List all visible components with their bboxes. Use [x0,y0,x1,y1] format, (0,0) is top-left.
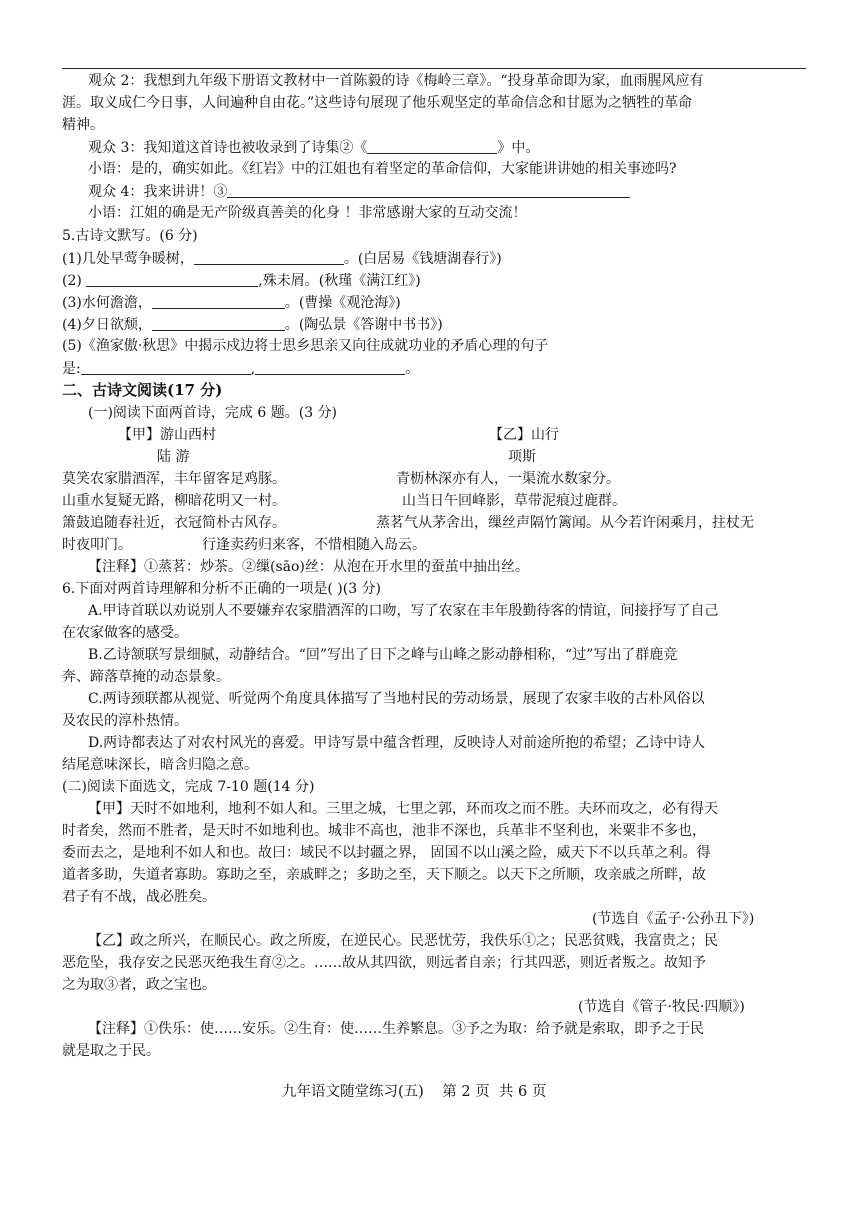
poem-a-line4: 时夜叩门。 [62,537,132,553]
text-jia-line1: 【甲】天时不如地利，地利不如人和。三里之城，七里之郭，环而攻之而不胜。夫环而攻之，必有得天 [88,801,718,817]
q5-item1-blank[interactable] [194,251,344,265]
q6-option-d-line2: 结尾意味深长，暗含归隐之意。 [62,757,258,773]
q5-item5-line2 [62,361,419,376]
q5-item5-blank2[interactable] [255,361,405,375]
q5-item2-source: ,殊未屑。(秋瑾《满江红》) [258,273,421,289]
text-jia-line4: 道者多助，失道者寡助。寡助之至，亲戚畔之；多助之至，天下顺之。以天下之所顺，攻亲戚之所畔，故 [62,867,706,883]
speech-audience3-end: 》中。 [497,140,540,156]
speech-xiaoyu-1: 小语：是的，确实如此。《红岩》中的江姐也有着坚定的革命信仰，大家能讲讲她的相关事迹吗? [88,161,677,177]
q5-item5-line1: (5)《渔家傲·秋思》中揭示戍边将士思乡思亲又向往成就功业的矛盾心理的句子 [62,338,549,354]
q6-option-a-line2: 在农家做客的感受。 [62,625,188,641]
poem-b-line4: 行逢卖药归来客，不惜相随入岛云。 [202,537,426,553]
q6-option-b-line2: 奔、蹄落草掩的动态景象。 [62,669,230,685]
q5-item5-label: 是: [62,361,81,377]
poem-a-title: 【甲】游山西村 [118,427,216,443]
q5-item4 [62,317,443,332]
poem-a-author: 陆 游 [157,449,190,465]
q6-option-d-line1: D.两诗都表达了对农村风光的喜爱。甲诗写景中蕴含哲理，反映诗人对前途所抱的希望；乙诗中诗人 [88,735,706,751]
q5-item3-source: 。(曹操《观沧海》) [284,295,401,311]
q6-option-c-line1: C.两诗颈联都从视觉、听觉两个角度具体描写了当地村民的劳动场景，展现了农家丰收的古朴风俗以 [88,691,705,707]
poem-b-line3: 蒸茗气从茅舍出，缫丝声隔竹篱闻。从今若许闲乘月，拄杖无 [376,515,754,531]
q5-item5-comma: , [250,361,256,377]
text-note-line2: 就是取之于民。 [62,1043,160,1059]
q6-option-b-line1: B.乙诗颔联写景细腻，动静结合。“回”写出了日下之峰与山峰之影动静相称，“过”写出了群鹿竞 [88,647,678,663]
text-yi-line2: 恶危坠，我存安之民恶灭绝我生育②之。……故从其四欲，则远者自亲；行其四恶，则近者叛之。故知予 [62,955,706,971]
speech-xiaoyu-2: 小语：江姐的确是无产阶级真善美的化身 ！非常感谢大家的互动交流！ [88,205,527,221]
speech-audience2-line1: 观众 2：我想到九年级下册语文教材中一首陈毅的诗《梅岭三章》。“投身革命即为家，血雨腥风应有 [88,73,704,89]
text-yi-line1: 【乙】政之所兴，在顺民心。政之所废，在逆民心。民恶忧劳，我佚乐①之；民恶贫贱，我富贵之；民 [88,933,718,949]
text-jia-line2: 时者矣，然而不胜者，是天时不如地利也。城非不高也，池非不深也，兵革非不坚利也，米粟非不多也， [62,823,706,839]
q5-item3 [62,295,401,310]
q5-item1 [62,251,502,266]
top-rule [62,68,806,69]
speech-audience3-text: 观众 3：我知道这首诗也被收录到了诗集②《 [88,140,368,156]
q6-option-a-line1: A.甲诗首联以劝说别人不要嫌弃农家腊酒浑的口吻，写了农家在丰年殷勤待客的情谊，间接抒写了自己 [88,603,719,619]
q5-item5-end: 。 [405,361,420,377]
poem-a-line3: 箫鼓追随春社近，衣冠简朴古风存。 [62,515,286,531]
blank-3[interactable] [227,184,630,198]
q5-item4-text: (4)夕日欲颓， [62,317,152,333]
q5-title: 5.古诗文默写。(6 分) [62,228,198,244]
text-note-line1: 【注释】①佚乐：使……安乐。②生育：使……生养繁息。③予之为取：给予就是索取，即予之于民 [88,1021,704,1037]
text-jia-line3: 委而去之，是地利不如人和也。故曰：域民不以封疆之界， 固国不以山溪之险，威天下不以兵革之利。得 [62,845,711,861]
speech-audience2-line2: 涯。取义成仁今日事，人间遍种自由花。”这些诗句展现了他乐观坚定的革命信念和甘愿为之牺牲的革命 [62,95,693,111]
poem-a-line1: 莫笑农家腊酒浑，丰年留客足鸡豚。 [62,471,286,487]
poem-b-author: 项斯 [508,449,536,465]
q5-item4-source: 。(陶弘景《答谢中书书》) [284,317,443,333]
q6-stem: 6.下面对两首诗理解和分析不正确的一项是( )(3 分) [62,581,382,597]
speech-audience4-text: 观众 4：我来讲讲！③ [88,184,228,200]
poem-b-line2: 山当日午回峰影，草带泥痕过鹿群。 [402,493,626,509]
poem-note: 【注释】①蒸茗：炒茶。②缫(sāo)丝：从泡在开水里的蚕茧中抽出丝。 [88,559,529,575]
q5-item2-text: (2) [62,273,87,289]
poem-a-line2: 山重水复疑无路，柳暗花明又一村。 [62,493,286,509]
text-yi-line3: 之为取③者，政之宝也。 [62,977,216,993]
q5-item4-blank[interactable] [152,317,285,331]
q5-item3-text: (3)水何澹澹， [62,295,152,311]
speech-audience4 [88,184,630,199]
text-jia-line5: 君子有不战，战必胜矣。 [62,889,216,905]
page-footer: 九年语文随堂练习(五) 第 2 页 共 6 页 [282,1084,547,1100]
q5-item1-text: (1)几处早莺争暖树， [62,251,194,267]
q5-item2-blank[interactable] [86,273,258,287]
q5-item1-source: 。(白居易《钱塘湖春行》) [343,251,502,267]
q5-item2 [62,273,421,288]
q5-item5-blank1[interactable] [81,361,251,375]
blank-2[interactable] [367,140,497,154]
part1-title: (一)阅读下面两首诗，完成 6 题。(3 分) [88,405,338,421]
section2-title: 二、古诗文阅读(17 分) [62,381,223,399]
poem-b-line1: 青枥林深亦有人，一渠流水数家分。 [396,471,620,487]
speech-audience3 [88,140,539,155]
poem-b-title: 【乙】山行 [489,427,559,443]
q5-item3-blank[interactable] [152,295,285,309]
part2-title: (二)阅读下面选文，完成 7-10 题(14 分) [62,779,315,795]
text-yi-source: (节选自《管子·牧民·四顺》) [578,999,745,1015]
q6-option-c-line2: 及农民的淳朴热情。 [62,713,188,729]
text-jia-source: (节选自《孟子·公孙丑下》) [592,911,755,927]
speech-audience2-line3: 精神。 [62,117,104,133]
